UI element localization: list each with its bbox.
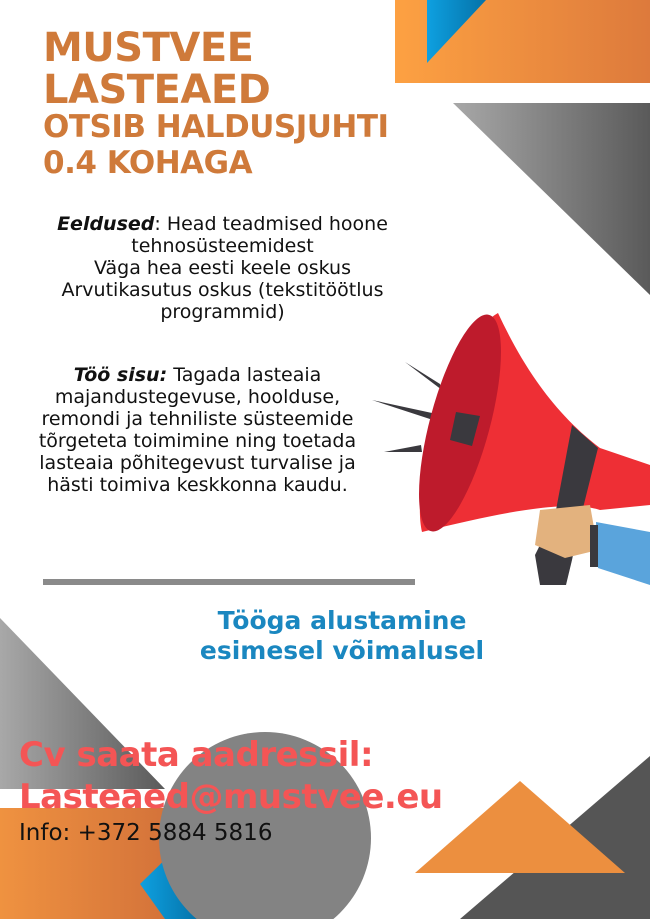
- title-line-3: OTSIB HALDUSJUHTI: [43, 109, 389, 145]
- start-line-2: esimesel võimalusel: [199, 636, 485, 665]
- duties-label: Töö sisu:: [73, 364, 168, 386]
- start-notice: [160, 606, 524, 666]
- start-line-1: Tööga alustamine: [217, 606, 467, 635]
- phone-info: Info: +372 5884 5816: [19, 820, 273, 846]
- requirements-label: Eeldused: [57, 213, 155, 235]
- duties-text: Tagada lasteaia majandustegevuse, hoolduse, remondi ja tehniliste süsteemide tõrgeteta toimimine ning toetada lasteaia põhitegevust turvalise ja hästi toimiva keskkonna kaudu.: [38, 364, 357, 496]
- requirements-text-3: Arvutikasutus oskus (tekstitöötlus programmid): [61, 279, 384, 323]
- title-line-2: LASTEAED: [43, 67, 271, 113]
- requirements-text-2: Väga hea eesti keele oskus: [94, 257, 351, 279]
- divider-bar: [43, 579, 415, 585]
- email-link[interactable]: Lasteaed@mustvee.eu: [19, 777, 443, 817]
- title-line-1: MUSTVEE: [43, 25, 254, 71]
- duties-block: [30, 364, 365, 496]
- cv-label: Cv saata aadressil:: [19, 735, 374, 775]
- requirements-text-1: : Head teadmised hoone tehnosüsteemidest: [131, 213, 388, 257]
- requirements-block: [25, 213, 420, 323]
- gray-triangle-top: [453, 103, 650, 295]
- title-line-4: 0.4 KOHAGA: [43, 145, 253, 181]
- megaphone-icon: [360, 300, 650, 600]
- contact-block: [19, 734, 443, 818]
